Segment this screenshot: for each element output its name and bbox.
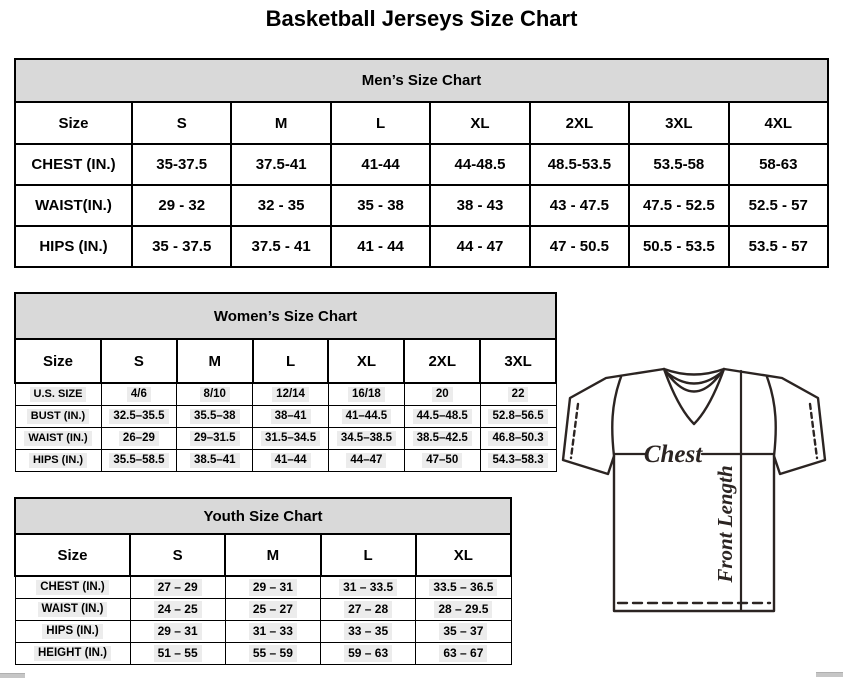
size-value: 44.5–48.5 [413,409,472,425]
column-header: 3XL [629,102,728,144]
size-cell [404,450,480,472]
size-cell [404,428,480,450]
size-value: 38.5–41 [190,453,240,469]
size-value: 54.3–58.3 [488,453,547,469]
column-header-row [15,339,556,383]
column-header: XL [430,102,529,144]
table-row [15,226,828,267]
row-label [15,621,130,643]
size-value: 51 – 55 [154,645,202,661]
youth-chart-title: Youth Size Chart [15,498,511,534]
table-title-row [15,498,511,534]
size-cell [404,406,480,428]
size-value: 29–31.5 [190,431,240,447]
size-cell [130,643,225,665]
size-cell [321,599,416,621]
size-value: 12/14 [272,387,309,403]
size-cell [225,599,320,621]
size-value: 25 – 27 [249,601,297,617]
size-value: 31 – 33.5 [339,579,397,595]
row-label-text: U.S. SIZE [30,387,87,402]
size-cell [416,621,511,643]
size-value: 35.5–58.5 [109,453,168,469]
jersey-diagram [561,364,829,626]
size-cell: 48.5-53.5 [530,144,629,185]
size-value: 32.5–35.5 [109,409,168,425]
sleeve-dash-right [810,404,817,458]
column-header: 3XL [480,339,556,383]
size-cell [321,576,416,599]
size-cell [480,428,556,450]
size-cell [321,621,416,643]
row-label-text: BUST (IN.) [27,409,89,424]
size-cell: 35-37.5 [132,144,231,185]
size-cell [225,576,320,599]
size-cell: 32 - 35 [231,185,330,226]
size-cell [328,406,404,428]
size-value: 41–44.5 [342,409,392,425]
size-cell: 50.5 - 53.5 [629,226,728,267]
size-value: 31 – 33 [249,623,297,639]
row-label: HIPS (IN.) [15,226,132,267]
horizontal-scrollbar-thumb-right[interactable] [816,672,843,677]
size-value: 22 [508,387,529,403]
size-value: 47–50 [422,453,462,469]
table-row [15,383,556,406]
size-cell [101,428,177,450]
page-title: Basketball Jerseys Size Chart [265,6,578,31]
row-label-text: HEIGHT (IN.) [34,646,111,662]
row-label-text: HIPS (IN.) [29,453,87,468]
row-label-text: WAIST (IN.) [24,431,91,446]
size-cell [177,383,253,406]
size-value: 31.5–34.5 [261,431,320,447]
size-cell: 52.5 - 57 [729,185,828,226]
size-cell: 29 - 32 [132,185,231,226]
table-row [15,599,511,621]
size-value: 16/18 [348,387,385,403]
size-cell [130,576,225,599]
size-value: 38.5–42.5 [413,431,472,447]
armhole-seam-right [767,377,776,456]
column-header: S [130,534,225,576]
size-cell [130,599,225,621]
size-cell [404,383,480,406]
size-value: 33.5 – 36.5 [429,579,497,595]
row-label-text: CHEST (IN.) [36,580,109,596]
table-row [15,428,556,450]
size-cell: 35 - 37.5 [132,226,231,267]
column-header: XL [328,339,404,383]
column-header-row [15,534,511,576]
size-value: 34.5–38.5 [337,431,396,447]
horizontal-scrollbar-thumb-left[interactable] [0,673,25,678]
column-header: 2XL [404,339,480,383]
column-header: Size [15,534,130,576]
size-cell [328,383,404,406]
size-cell [225,643,320,665]
size-cell [225,621,320,643]
column-header: 4XL [729,102,828,144]
column-header: Size [15,102,132,144]
size-cell [177,428,253,450]
table-title-row [15,59,828,102]
sleeve-dash-left [571,404,578,458]
size-cell: 37.5 - 41 [231,226,330,267]
size-value: 63 – 67 [439,645,487,661]
size-cell [480,406,556,428]
front-length-label: Front Length [713,465,737,583]
size-cell: 43 - 47.5 [530,185,629,226]
size-value: 33 – 35 [344,623,392,639]
column-header: 2XL [530,102,629,144]
size-cell: 37.5-41 [231,144,330,185]
size-cell [177,406,253,428]
size-cell: 41 - 44 [331,226,430,267]
size-cell [253,450,329,472]
size-value: 27 – 29 [154,579,202,595]
size-value: 27 – 28 [344,601,392,617]
table-row [15,643,511,665]
size-value: 20 [432,387,453,403]
column-header: XL [416,534,511,576]
size-value: 44–47 [346,453,386,469]
row-label [15,450,101,472]
size-cell [480,450,556,472]
row-label-text: WAIST (IN.) [38,602,108,618]
womens-size-chart-table [14,292,557,472]
size-value: 35 – 37 [439,623,487,639]
mens-size-chart-table [14,58,829,268]
armhole-seam-left [612,377,621,456]
column-header: M [225,534,320,576]
size-value: 38–41 [271,409,311,425]
size-cell: 44 - 47 [430,226,529,267]
column-header: Size [15,339,101,383]
size-cell: 44-48.5 [430,144,529,185]
column-header: L [331,102,430,144]
size-value: 8/10 [200,387,230,403]
size-cell [101,406,177,428]
size-cell [416,599,511,621]
size-cell: 53.5-58 [629,144,728,185]
size-value: 35.5–38 [190,409,240,425]
column-header: S [132,102,231,144]
table-row [15,576,511,599]
size-cell: 47.5 - 52.5 [629,185,728,226]
size-cell [253,383,329,406]
row-label [15,599,130,621]
column-header-row [15,102,828,144]
size-cell [130,621,225,643]
size-cell [321,643,416,665]
row-label: CHEST (IN.) [15,144,132,185]
table-row [15,144,828,185]
row-label [15,643,130,665]
row-label [15,428,101,450]
youth-size-chart-table [14,497,512,665]
size-cell [328,450,404,472]
row-label [15,383,101,406]
size-cell [416,643,511,665]
size-value: 55 – 59 [249,645,297,661]
size-cell [101,383,177,406]
size-value: 52.8–56.5 [488,409,547,425]
size-value: 29 – 31 [154,623,202,639]
row-label-text: HIPS (IN.) [42,624,102,640]
row-label [15,576,130,599]
size-cell [416,576,511,599]
table-row [15,406,556,428]
size-value: 4/6 [127,387,151,403]
size-value: 24 – 25 [154,601,202,617]
column-header: M [231,102,330,144]
chest-label: Chest [643,441,703,468]
table-row [15,621,511,643]
table-title-row [15,293,556,339]
size-cell [253,406,329,428]
table-row [15,185,828,226]
size-cell: 41-44 [331,144,430,185]
table-row [15,450,556,472]
size-cell: 53.5 - 57 [729,226,828,267]
column-header: S [101,339,177,383]
size-cell: 38 - 43 [430,185,529,226]
row-label: WAIST(IN.) [15,185,132,226]
size-cell: 35 - 38 [331,185,430,226]
row-label [15,406,101,428]
size-cell [480,383,556,406]
size-value: 41–44 [271,453,311,469]
column-header: L [253,339,329,383]
size-cell [101,450,177,472]
size-value: 59 – 63 [344,645,392,661]
jersey-outline [563,369,825,611]
collar-ribbing [664,369,724,392]
size-cell [328,428,404,450]
size-value: 46.8–50.3 [488,431,547,447]
size-value: 26–29 [119,431,159,447]
mens-chart-title: Men’s Size Chart [15,59,828,102]
column-header: M [177,339,253,383]
column-header: L [321,534,416,576]
size-cell [177,450,253,472]
size-value: 28 – 29.5 [434,601,492,617]
size-cell: 58-63 [729,144,828,185]
womens-chart-title: Women’s Size Chart [15,293,556,339]
size-cell: 47 - 50.5 [530,226,629,267]
size-cell [253,428,329,450]
size-value: 29 – 31 [249,579,297,595]
